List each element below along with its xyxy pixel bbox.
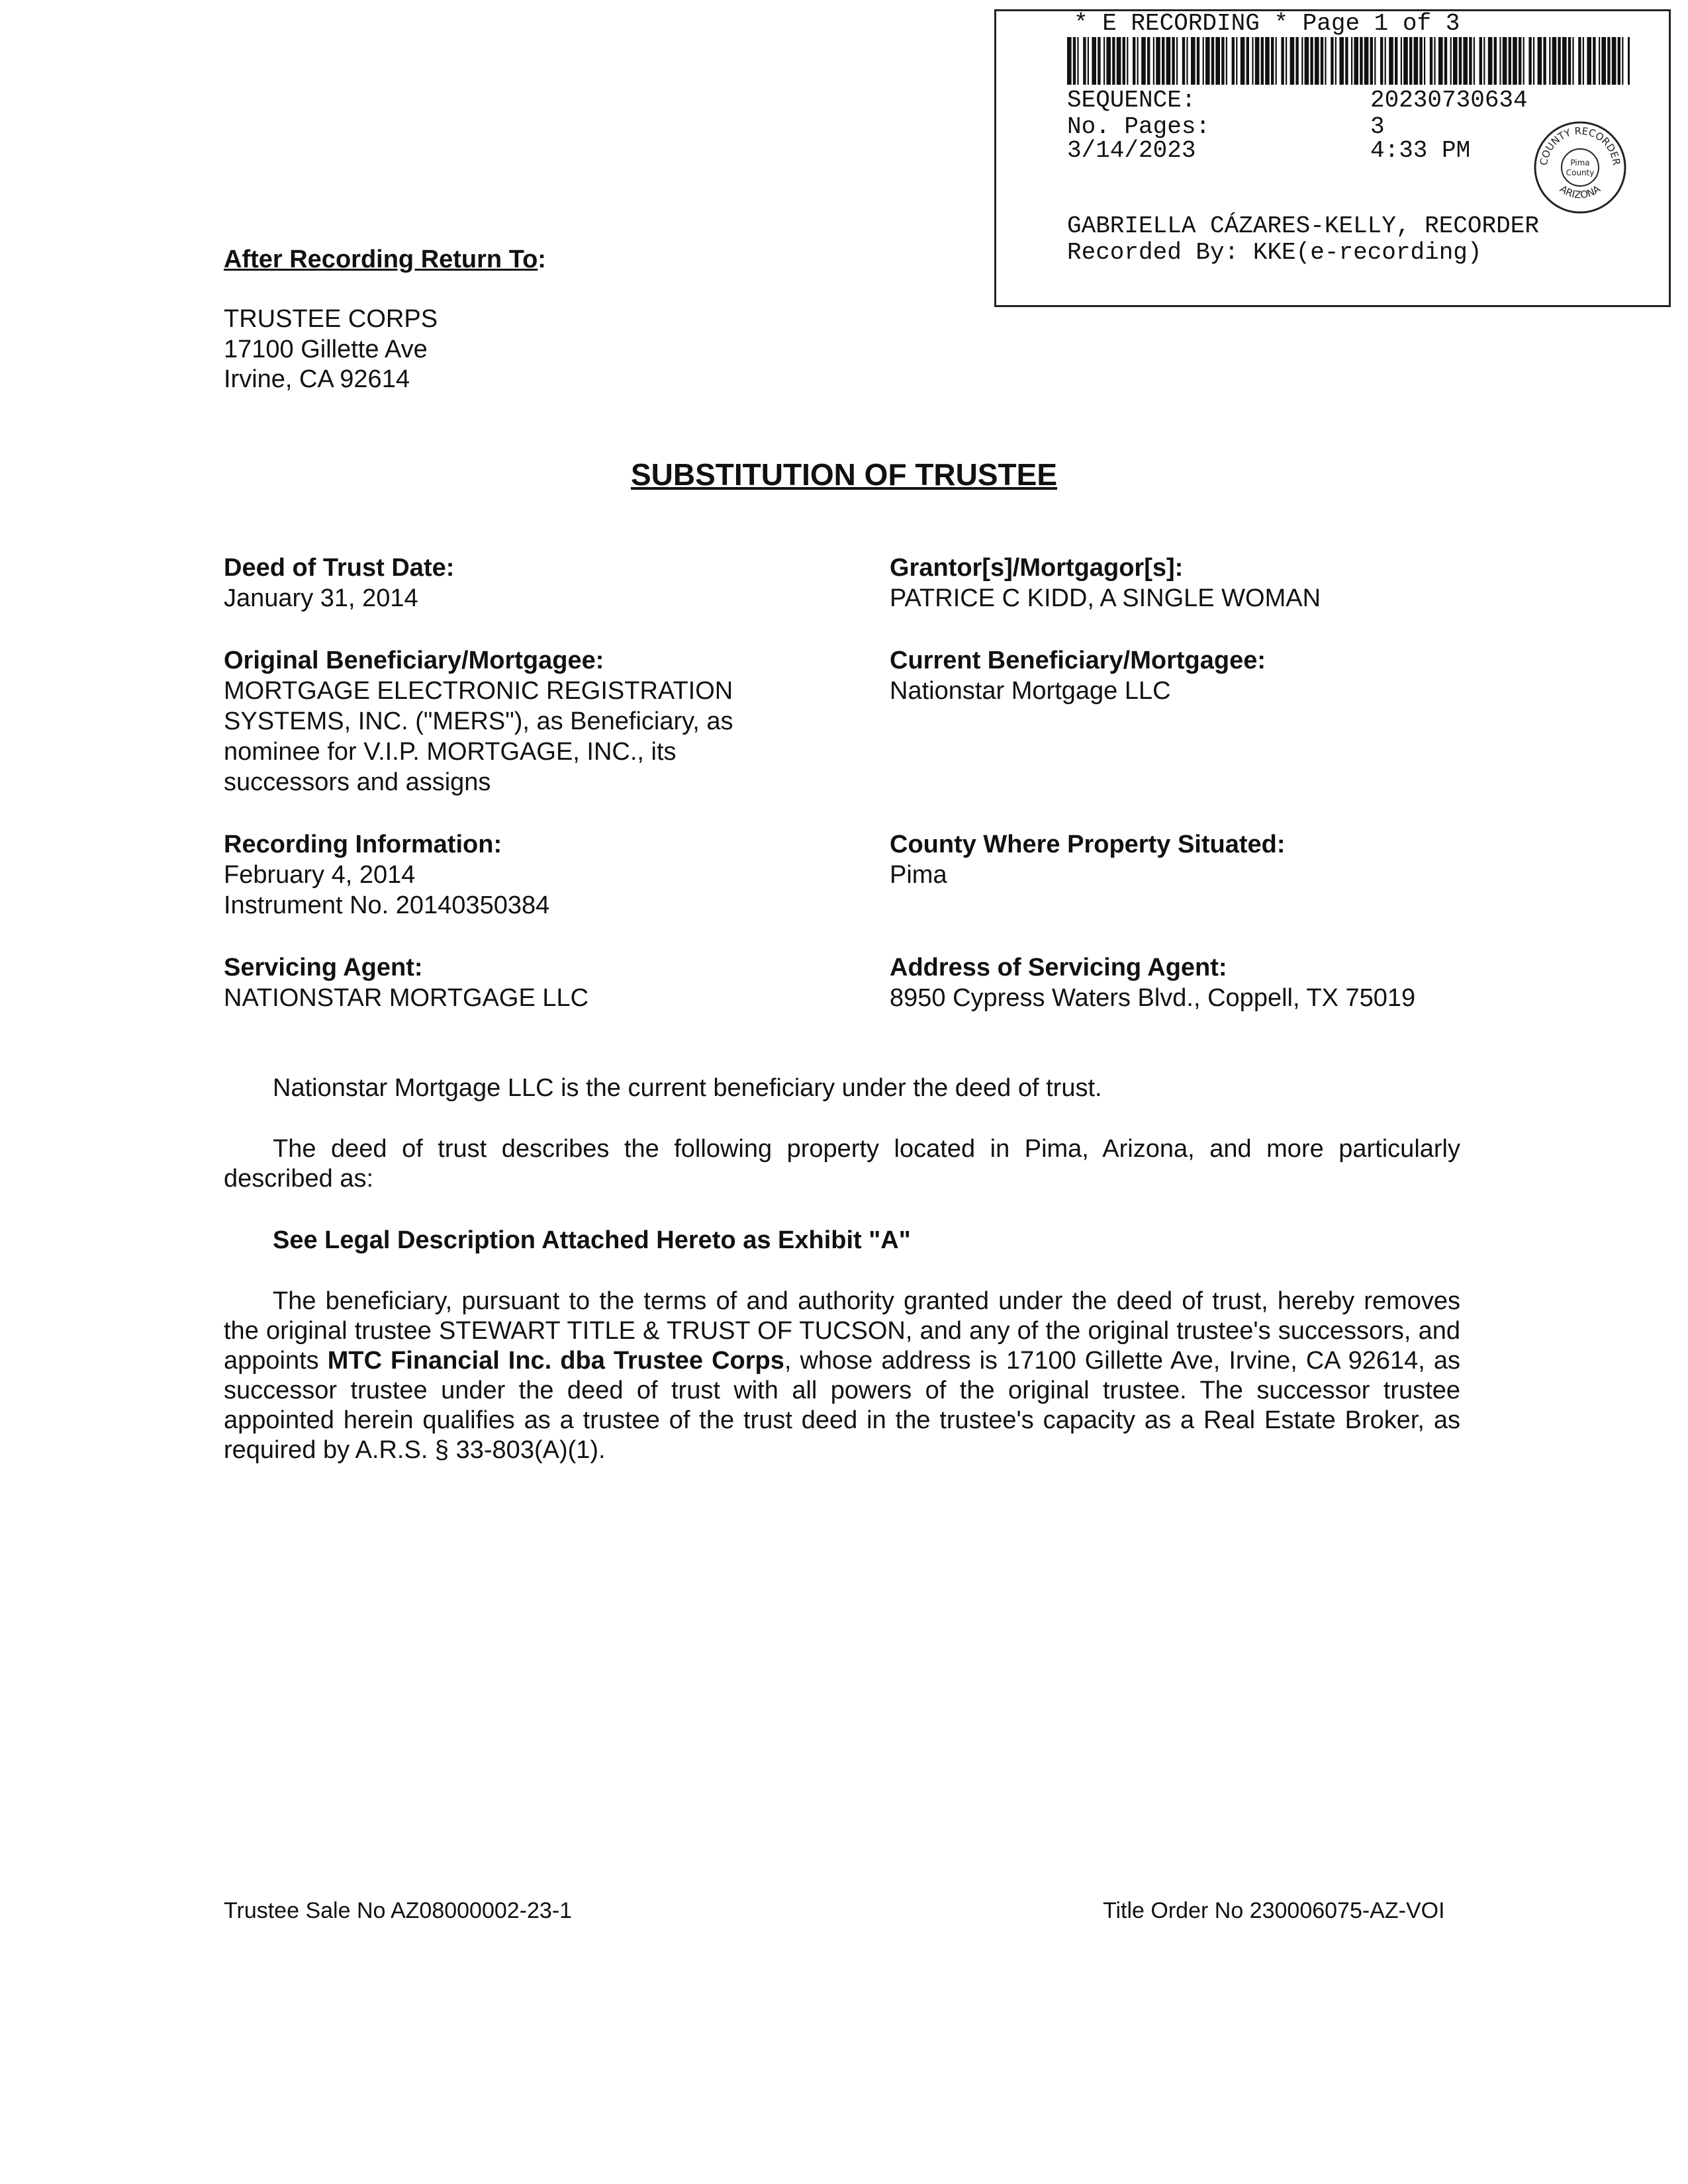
barcode-bar — [1519, 37, 1521, 85]
substitution-text-part-1: The beneficiary, pursuant to the terms of and authority granted under the deed of trust, hereby removes the original trustee STEWART TITLE & TRUST OF TUCSON, and any of the original trustee's successors, and appoints — [224, 1287, 1460, 1375]
barcode-bar — [1345, 37, 1348, 85]
barcode-bar — [1479, 37, 1482, 85]
barcode-bar — [1232, 37, 1235, 85]
barcode-bar — [1419, 37, 1422, 85]
sequence-label: SEQUENCE: — [1067, 87, 1196, 114]
grantor-value: PATRICE C KIDD, A SINGLE WOMAN — [890, 584, 1321, 612]
barcode-bar — [1538, 37, 1542, 85]
svg-text:ARIZONA — [1558, 183, 1603, 201]
barcode-bar — [1133, 37, 1135, 85]
deed-date-label: Deed of Trust Date: — [224, 554, 455, 582]
barcode-bar — [1351, 37, 1352, 85]
barcode-bar — [1221, 37, 1224, 85]
barcode-bar — [1374, 37, 1376, 85]
orig-beneficiary-line: SYSTEMS, INC. ("MERS"), as Beneficiary, as — [224, 707, 733, 735]
barcode-bar — [1360, 37, 1362, 85]
barcode-bar — [1403, 37, 1408, 85]
barcode-bar — [1103, 37, 1105, 85]
barcode-bar — [1568, 37, 1571, 85]
barcode-bar — [1401, 37, 1402, 85]
barcode-bar — [1088, 37, 1089, 85]
return-to-heading — [224, 245, 546, 275]
barcode-bar — [1098, 37, 1100, 85]
deed-date-value: January 31, 2014 — [224, 584, 418, 612]
current-beneficiary-value: Nationstar Mortgage LLC — [890, 677, 1171, 705]
recording-info-date: February 4, 2014 — [224, 861, 416, 889]
barcode-bar — [1389, 37, 1393, 85]
barcode-bar — [1141, 37, 1146, 85]
barcode-bar — [1215, 37, 1220, 85]
barcode-bar — [1331, 37, 1333, 85]
barcode-bar — [1077, 37, 1078, 85]
barcode-bar — [1156, 37, 1160, 85]
barcode-bar — [1205, 37, 1210, 85]
barcode-bar — [1612, 37, 1617, 85]
barcode-bar — [1182, 37, 1185, 85]
recorder-name: GABRIELLA CÁZARES-KELLY, RECORDER — [1067, 212, 1539, 240]
return-to-heading-text: After Recording Return To — [224, 246, 538, 273]
barcode-bar — [1601, 37, 1606, 85]
barcode-bar — [1147, 37, 1150, 85]
pages-value: 3 — [1370, 113, 1385, 140]
barcode-bar — [1083, 37, 1086, 85]
barcode-bar — [1325, 37, 1326, 85]
servicing-agent-label: Servicing Agent: — [224, 954, 423, 981]
barcode-bar — [1252, 37, 1253, 85]
barcode-bar — [1290, 37, 1295, 85]
barcode-bar — [1123, 37, 1125, 85]
barcode-bar — [1255, 37, 1260, 85]
barcode-bar — [1305, 37, 1309, 85]
return-to-city: Irvine, CA 92614 — [224, 365, 410, 393]
servicing-agent-address-label: Address of Servicing Agent: — [890, 954, 1227, 981]
barcode-bar — [1176, 37, 1178, 85]
barcode-bar — [1430, 37, 1432, 85]
barcode-bar — [1241, 37, 1245, 85]
barcode-bar — [1622, 37, 1623, 85]
return-to-name: TRUSTEE CORPS — [224, 305, 438, 333]
barcode-bar — [1469, 37, 1472, 85]
barcode-bar — [1301, 37, 1303, 85]
barcode-bar — [1211, 37, 1214, 85]
barcode-bar — [1295, 37, 1298, 85]
orig-beneficiary-line: MORTGAGE ELECTRONIC REGISTRATION — [224, 677, 733, 705]
barcode-bar — [1474, 37, 1475, 85]
barcode-image — [1067, 37, 1630, 85]
barcode-bar — [1533, 37, 1534, 85]
seal-top-text: COUNTY RECORDER — [1537, 124, 1623, 167]
barcode-bar — [1444, 37, 1447, 85]
recording-date: 3/14/2023 — [1067, 137, 1196, 164]
barcode-bar — [1339, 37, 1344, 85]
barcode-bar — [1172, 37, 1174, 85]
title-order-number: Title Order No 230006075-AZ-VOI — [1103, 1898, 1445, 1923]
exhibit-reference: See Legal Description Attached Hereto as Exhibit "A" — [273, 1226, 911, 1254]
instrument-number: Instrument No. 20140350384 — [224, 891, 550, 919]
orig-beneficiary-label: Original Beneficiary/Mortgagee: — [224, 647, 604, 674]
barcode-bar — [1137, 37, 1139, 85]
barcode-bar — [1117, 37, 1121, 85]
recording-header: * E RECORDING * Page 1 of 3 — [1074, 10, 1460, 37]
barcode-bar — [1106, 37, 1111, 85]
barcode-bar — [1370, 37, 1373, 85]
document-title: SUBSTITUTION OF TRUSTEE — [631, 457, 1057, 492]
servicing-agent-value: NATIONSTAR MORTGAGE LLC — [224, 984, 589, 1012]
barcode-bar — [1281, 37, 1284, 85]
barcode-bar — [1558, 37, 1560, 85]
county-recorder-seal-icon — [1530, 118, 1630, 217]
return-to-colon: : — [538, 246, 546, 273]
barcode-bar — [1166, 37, 1171, 85]
barcode-bar — [1453, 37, 1458, 85]
grantor-label: Grantor[s]/Mortgagor[s]: — [890, 554, 1184, 582]
barcode-bar — [1593, 37, 1595, 85]
barcode-bar — [1186, 37, 1188, 85]
barcode-bar — [1434, 37, 1435, 85]
seal-center-text-2: County — [1566, 168, 1595, 177]
current-beneficiary-label: Current Beneficiary/Mortgagee: — [890, 647, 1266, 674]
barcode-bar — [1191, 37, 1196, 85]
barcode-bar — [1073, 37, 1076, 85]
barcode-bar — [1385, 37, 1386, 85]
barcode-bar — [1509, 37, 1511, 85]
barcode-bar — [1450, 37, 1452, 85]
barcode-bar — [1523, 37, 1524, 85]
barcode-bar — [1424, 37, 1425, 85]
barcode-bar — [1552, 37, 1557, 85]
county-label: County Where Property Situated: — [890, 831, 1286, 858]
return-to-street: 17100 Gillette Ave — [224, 336, 428, 363]
barcode-bar — [1409, 37, 1412, 85]
recorded-by: Recorded By: KKE(e-recording) — [1067, 239, 1482, 266]
barcode-bar — [1583, 37, 1584, 85]
barcode-bar — [1494, 37, 1497, 85]
barcode-bar — [1438, 37, 1443, 85]
paragraph-property-description: The deed of trust describes the following property located in Pima, Arizona, and more particularly described as: — [224, 1135, 1460, 1193]
sequence-value: 20230730634 — [1370, 87, 1528, 114]
barcode-bar — [1246, 37, 1249, 85]
barcode-bar — [1587, 37, 1591, 85]
substitution-text-part-2: , whose address is 17100 Gillette Ave, Irvine, CA 92614, as successor trustee under the deed of trust with all powers of the original trustee. The successor trustee appointed herein qualifies as a trustee of the trust deed in the trustee's capacity as a Real Estate Broker, as required by A.R.S. § 33-803(A)(1). — [224, 1347, 1460, 1464]
barcode-bar — [1067, 37, 1072, 85]
seal-center-text-1: Pima — [1570, 158, 1590, 167]
orig-beneficiary-line: successors and assigns — [224, 768, 491, 796]
paragraph-current-beneficiary: Nationstar Mortgage LLC is the current beneficiary under the deed of trust. — [273, 1074, 1102, 1102]
barcode-bar — [1162, 37, 1164, 85]
barcode-bar — [1499, 37, 1501, 85]
barcode-bar — [1364, 37, 1369, 85]
barcode-bar — [1599, 37, 1600, 85]
barcode-bar — [1354, 37, 1358, 85]
barcode-bar — [1463, 37, 1468, 85]
barcode-bar — [1395, 37, 1397, 85]
barcode-bar — [1618, 37, 1620, 85]
barcode-bar — [1628, 37, 1630, 85]
barcode-bar — [1261, 37, 1264, 85]
barcode-bar — [1092, 37, 1096, 85]
barcode-bar — [1203, 37, 1204, 85]
barcode-bar — [1528, 37, 1531, 85]
barcode-bar — [1127, 37, 1128, 85]
barcode-bar — [1513, 37, 1517, 85]
barcode-bar — [1543, 37, 1546, 85]
barcode-bar — [1335, 37, 1336, 85]
barcode-bar — [1226, 37, 1227, 85]
barcode-bar — [1549, 37, 1550, 85]
barcode-bar — [1265, 37, 1270, 85]
orig-beneficiary-line: nominee for V.I.P. MORTGAGE, INC., its — [224, 738, 677, 766]
barcode-bar — [1578, 37, 1581, 85]
barcode-bar — [1315, 37, 1319, 85]
recording-info-label: Recording Information: — [224, 831, 502, 858]
barcode-bar — [1459, 37, 1462, 85]
successor-trustee-name: MTC Financial Inc. dba Trustee Corps — [327, 1347, 784, 1375]
barcode-bar — [1380, 37, 1383, 85]
barcode-bar — [1562, 37, 1567, 85]
barcode-bar — [1286, 37, 1287, 85]
servicing-agent-address-value: 8950 Cypress Waters Blvd., Coppell, TX 75019 — [890, 984, 1416, 1012]
barcode-bar — [1112, 37, 1115, 85]
barcode-bar — [1276, 37, 1277, 85]
barcode-bar — [1503, 37, 1507, 85]
barcode-bar — [1488, 37, 1493, 85]
barcode-bar — [1153, 37, 1154, 85]
barcode-bar — [1197, 37, 1199, 85]
barcode-bar — [1236, 37, 1237, 85]
trustee-sale-number: Trustee Sale No AZ08000002-23-1 — [224, 1898, 573, 1923]
barcode-bar — [1607, 37, 1610, 85]
barcode-bar — [1414, 37, 1419, 85]
barcode-bar — [1321, 37, 1323, 85]
seal-bottom-text: ARIZONA — [1558, 183, 1603, 201]
pages-label: No. Pages: — [1067, 113, 1211, 140]
barcode-bar — [1572, 37, 1573, 85]
paragraph-substitution — [224, 1287, 1460, 1465]
barcode-bar — [1271, 37, 1274, 85]
recording-time: 4:33 PM — [1370, 137, 1471, 164]
county-value: Pima — [890, 861, 947, 889]
barcode-bar — [1483, 37, 1485, 85]
barcode-bar — [1310, 37, 1313, 85]
